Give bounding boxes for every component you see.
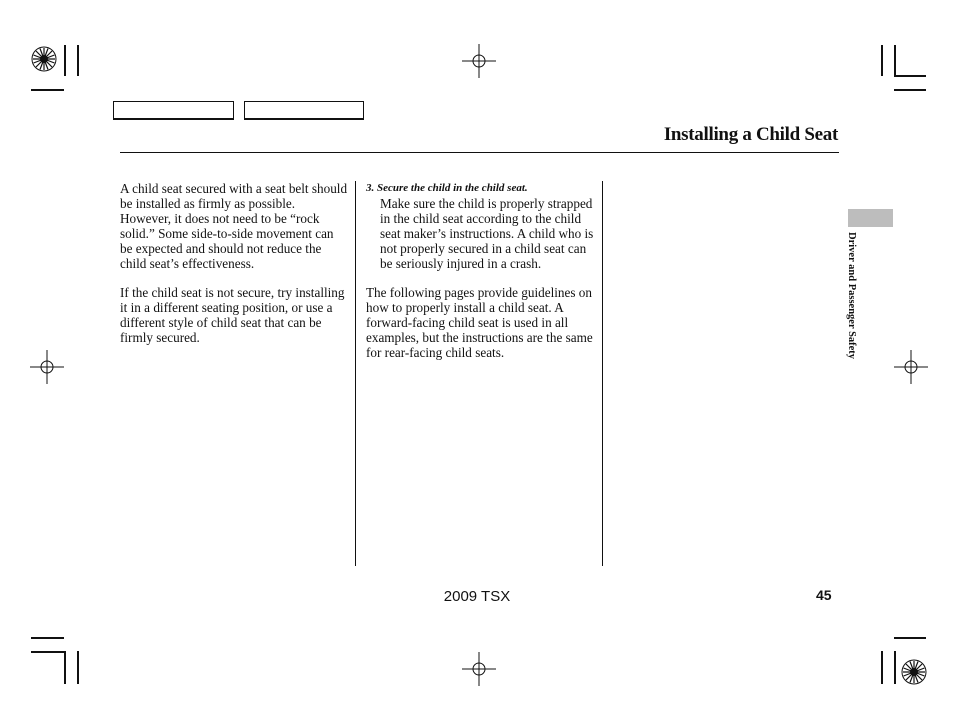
section-tab[interactable] [848, 209, 893, 227]
crosshair-registration-icon [461, 651, 497, 687]
page-number: 45 [816, 587, 832, 603]
title-rule [120, 152, 839, 153]
footer-model: 2009 TSX [443, 588, 511, 605]
crop-mark [77, 45, 79, 76]
paragraph: The following pages provide guidelines on how to properly install a child seat. A forward-facing child seat is used in all examples, but the instructions are the same for rear-facing child seats. [366, 285, 593, 360]
crosshair-registration-icon [893, 349, 929, 385]
crop-mark [894, 75, 926, 77]
crop-mark [31, 651, 64, 653]
column-divider [602, 181, 603, 566]
crosshair-registration-icon [29, 349, 65, 385]
crop-mark [64, 651, 66, 684]
starburst-registration-icon [896, 654, 932, 690]
crop-mark [64, 45, 66, 76]
crop-mark [894, 45, 896, 76]
crosshair-registration-icon [461, 43, 497, 79]
column-divider [355, 181, 356, 566]
step-3 [366, 181, 594, 271]
nav-button-next[interactable] [244, 101, 364, 119]
middle-column [366, 181, 594, 374]
starburst-registration-icon [26, 41, 62, 77]
paragraph: A child seat secured with a seat belt should be installed as firmly as possible. However, it does not need to be “rock solid.” Some side-to-side movement can be expected and should not reduce the child seat’s effectiveness. [120, 181, 348, 271]
crop-mark [881, 45, 883, 76]
section-tab-label: Driver and Passenger Safety [846, 232, 857, 360]
step-body: Make sure the child is properly strapped in the child seat according to the child seat maker’s instructions. A child who is not properly secured in a child seat can be seriously injured in a crash. [380, 196, 594, 271]
crop-mark [894, 89, 926, 91]
step-heading: 3. Secure the child in the child seat. [366, 182, 528, 194]
crop-mark [31, 89, 64, 91]
crop-mark [894, 637, 926, 639]
left-column [120, 181, 348, 359]
crop-mark [31, 637, 64, 639]
page-title: Installing a Child Seat [663, 124, 838, 145]
crop-mark [77, 651, 79, 684]
paragraph: If the child seat is not secure, try installing it in a different seating position, or use a different style of child seat that can be firmly secured. [120, 285, 345, 345]
crop-mark [881, 651, 883, 684]
nav-button-previous[interactable] [113, 101, 234, 119]
